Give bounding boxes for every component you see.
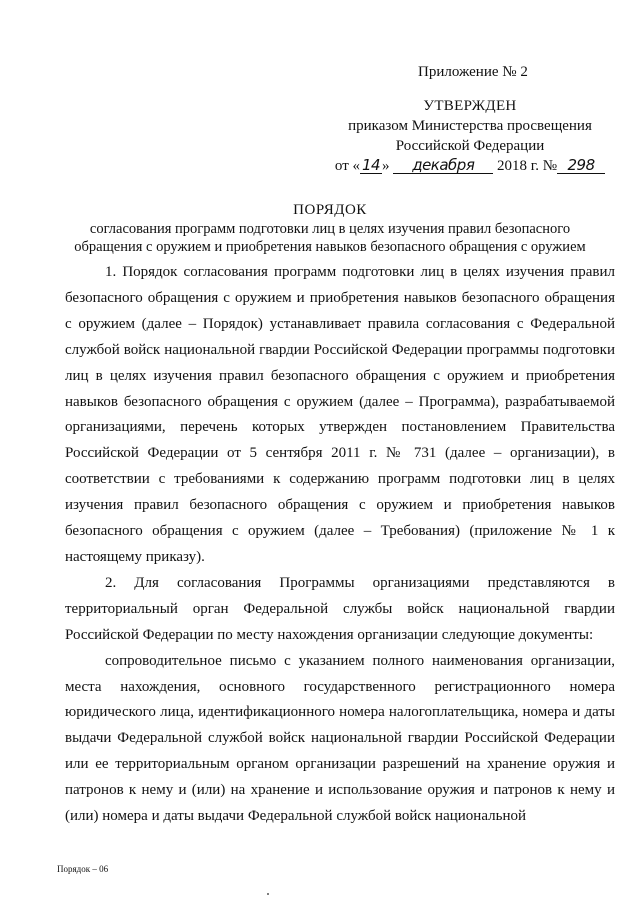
date-year: 2018 г. № bbox=[497, 158, 558, 174]
order-number-handwritten: 298 bbox=[557, 157, 605, 174]
order-issuer-line1: приказом Министерства просвещения bbox=[348, 118, 592, 134]
document-body bbox=[65, 260, 615, 830]
appendix-label: Приложение № 2 bbox=[418, 64, 528, 80]
date-prefix: от « bbox=[334, 158, 361, 174]
footer-document-code: Порядок – 06 bbox=[57, 864, 109, 874]
date-quote-close: » bbox=[382, 158, 390, 174]
document-title: ПОРЯДОК bbox=[293, 202, 367, 218]
date-month-handwritten: декабря bbox=[393, 157, 493, 174]
document-title-block bbox=[40, 200, 620, 256]
scan-artifact-dot bbox=[267, 893, 269, 895]
date-day-handwritten: 14 bbox=[361, 156, 381, 174]
paragraph-2: 2. Для согласования Программы организациями представляются в территориальный орган Федеральной службы войск национальной гвардии Российской Федерации по месту нахождения организации следующие документы: bbox=[65, 574, 615, 643]
paragraph-1: 1. Порядок согласования программ подготовки лиц в целях изучения правил безопасного обращения с оружием и приобретения навыков безопасного обращения с оружием (далее – Порядок) устанавливает правила согласования с Федеральной службой войск национальной гвардии Российской Федерации программы подготовки лиц в целях изучения правил безопасного обращения с оружием и приобретения навыков безопасного обращения с оружием (далее – Программа), разрабатываемой организациями, перечень которых утвержден постановлением Правительства Российской Федерации от 5 сентября 2011 г. № 731 (далее – организации), в соответствии с требованиями к содержанию программ подготовки лиц в целях изучения правил безопасного обращения с оружием и приобретения навыков безопасного обращения с оружием (далее – Требования) (приложение № 1 к настоящему приказу). bbox=[65, 264, 615, 565]
document-subtitle-line1: согласования программ подготовки лиц в целях изучения правил безопасного bbox=[89, 221, 571, 237]
approval-block bbox=[330, 96, 610, 176]
paragraph-3: сопроводительное письмо с указанием полного наименования организации, места нахождения, основного государственного регистрационного номера юридического лица, идентификационного номера налогоплательщика, номера и даты выдачи Федеральной службой войск национальной гвардии Российской Федерации или ее территориальным органом организации разрешений на хранение оружия и патронов к нему и (или) на хранение и использование оружия и патронов к нему и (или) номера и даты выдачи Федеральной службой войск национальной bbox=[65, 652, 615, 825]
approved-heading: УТВЕРЖДЕН bbox=[423, 98, 517, 114]
order-issuer-line2: Российской Федерации bbox=[395, 138, 545, 154]
order-date-line bbox=[330, 156, 610, 176]
document-subtitle-line2: обращения с оружием и приобретения навыков безопасного обращения с оружием bbox=[74, 239, 586, 255]
